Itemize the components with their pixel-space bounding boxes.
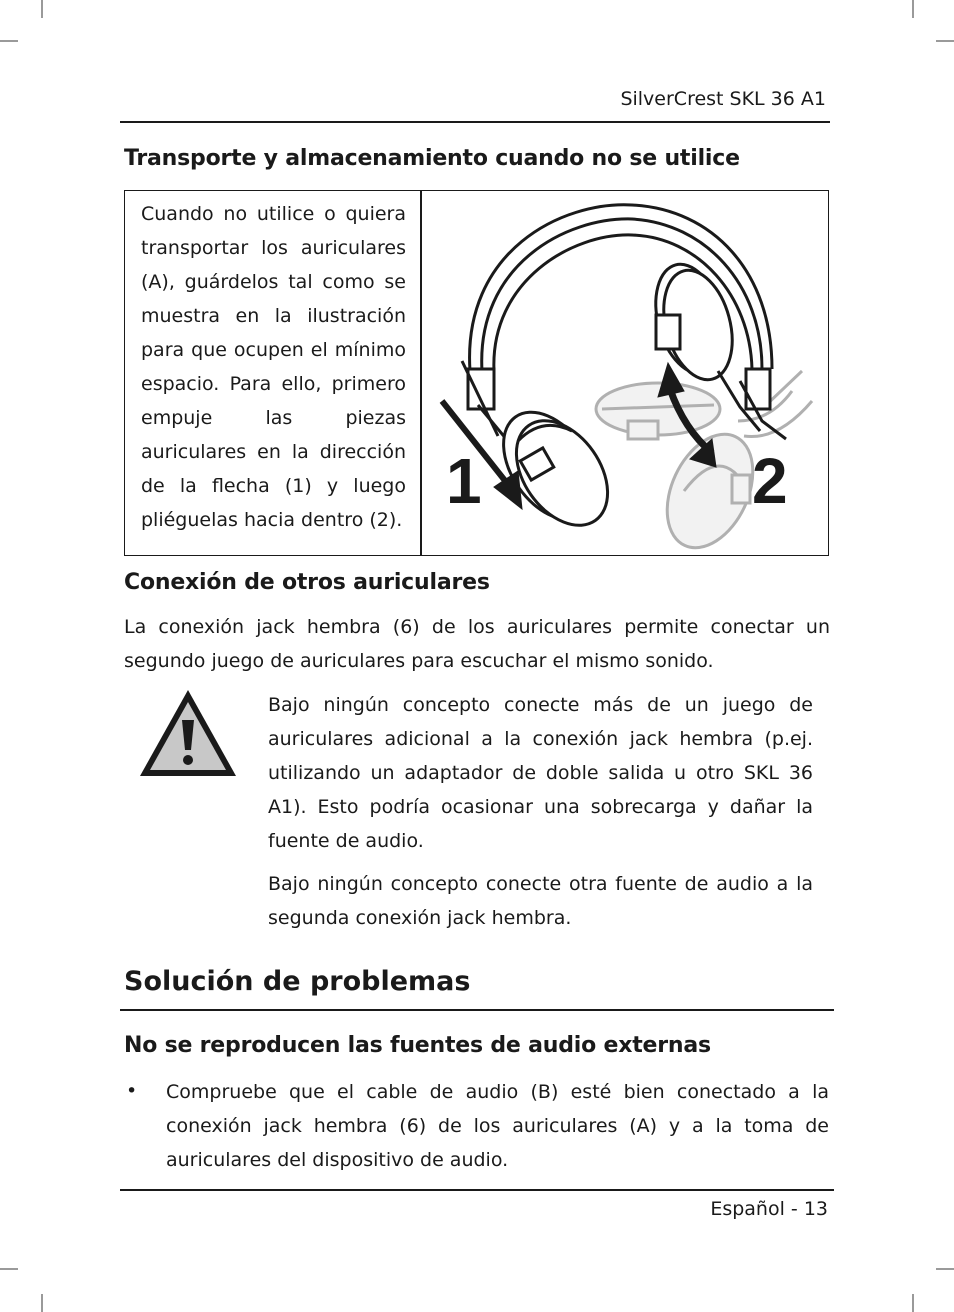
- crop-mark: [936, 1268, 954, 1270]
- section-rule: [120, 1009, 834, 1011]
- crop-mark: [936, 40, 954, 42]
- transport-box: [124, 190, 829, 556]
- page-number: Español - 13: [710, 1198, 828, 1220]
- crop-mark: [41, 0, 43, 18]
- running-header: SilverCrest SKL 36 A1: [620, 88, 826, 110]
- bullet-icon: •: [126, 1080, 138, 1102]
- troubleshooting-subheading: No se reproducen las fuentes de audio externas: [124, 1033, 711, 1058]
- connection-heading: Conexión de otros auriculares: [124, 570, 490, 595]
- footer-rule: [120, 1189, 834, 1191]
- header-rule: [120, 121, 830, 123]
- list-item: Compruebe que el cable de audio (B) esté bien conectado a la conexión jack hembra (6) de los auriculares (A) y a la toma de auriculares del dispositivo de audio.: [166, 1081, 829, 1171]
- connection-paragraph: La conexión jack hembra (6) de los auriculares permite conectar un segundo juego de auriculares para escuchar el mismo sonido.: [124, 616, 830, 672]
- figure-label-2: 2: [752, 445, 788, 517]
- headphones-icon: [422, 191, 828, 554]
- transport-text: Cuando no utilice o quiera transportar los auriculares (A), guárdelos tal como se muestra en la ilustración para que ocupen el mínimo espacio. Para ello, primero empuje las piezas auriculares en la dirección de la flecha (1) y luego pliéguelas hacia dentro (2).: [141, 203, 406, 531]
- crop-mark: [0, 1268, 18, 1270]
- crop-mark: [912, 0, 914, 18]
- crop-mark: [0, 40, 18, 42]
- crop-mark: [912, 1294, 914, 1312]
- headphones-fold-illustration: [422, 191, 828, 554]
- troubleshooting-title: Solución de problemas: [124, 966, 471, 997]
- warning-paragraph-1: Bajo ningún concepto conecte más de un juego de auriculares adicional a la conexión jack hembra (p.ej. utilizando un adaptador de doble salida u otro SKL 36 A1). Esto podría ocasionar una sobrecarga y dañar la fuente de audio.: [268, 694, 813, 852]
- figure-label-1: 1: [446, 445, 482, 517]
- warning-triangle-icon: [138, 688, 238, 778]
- transport-heading: Transporte y almacenamiento cuando no se utilice: [124, 146, 740, 171]
- crop-mark: [41, 1294, 43, 1312]
- warning-paragraph-2: Bajo ningún concepto conecte otra fuente de audio a la segunda conexión jack hembra.: [268, 873, 813, 929]
